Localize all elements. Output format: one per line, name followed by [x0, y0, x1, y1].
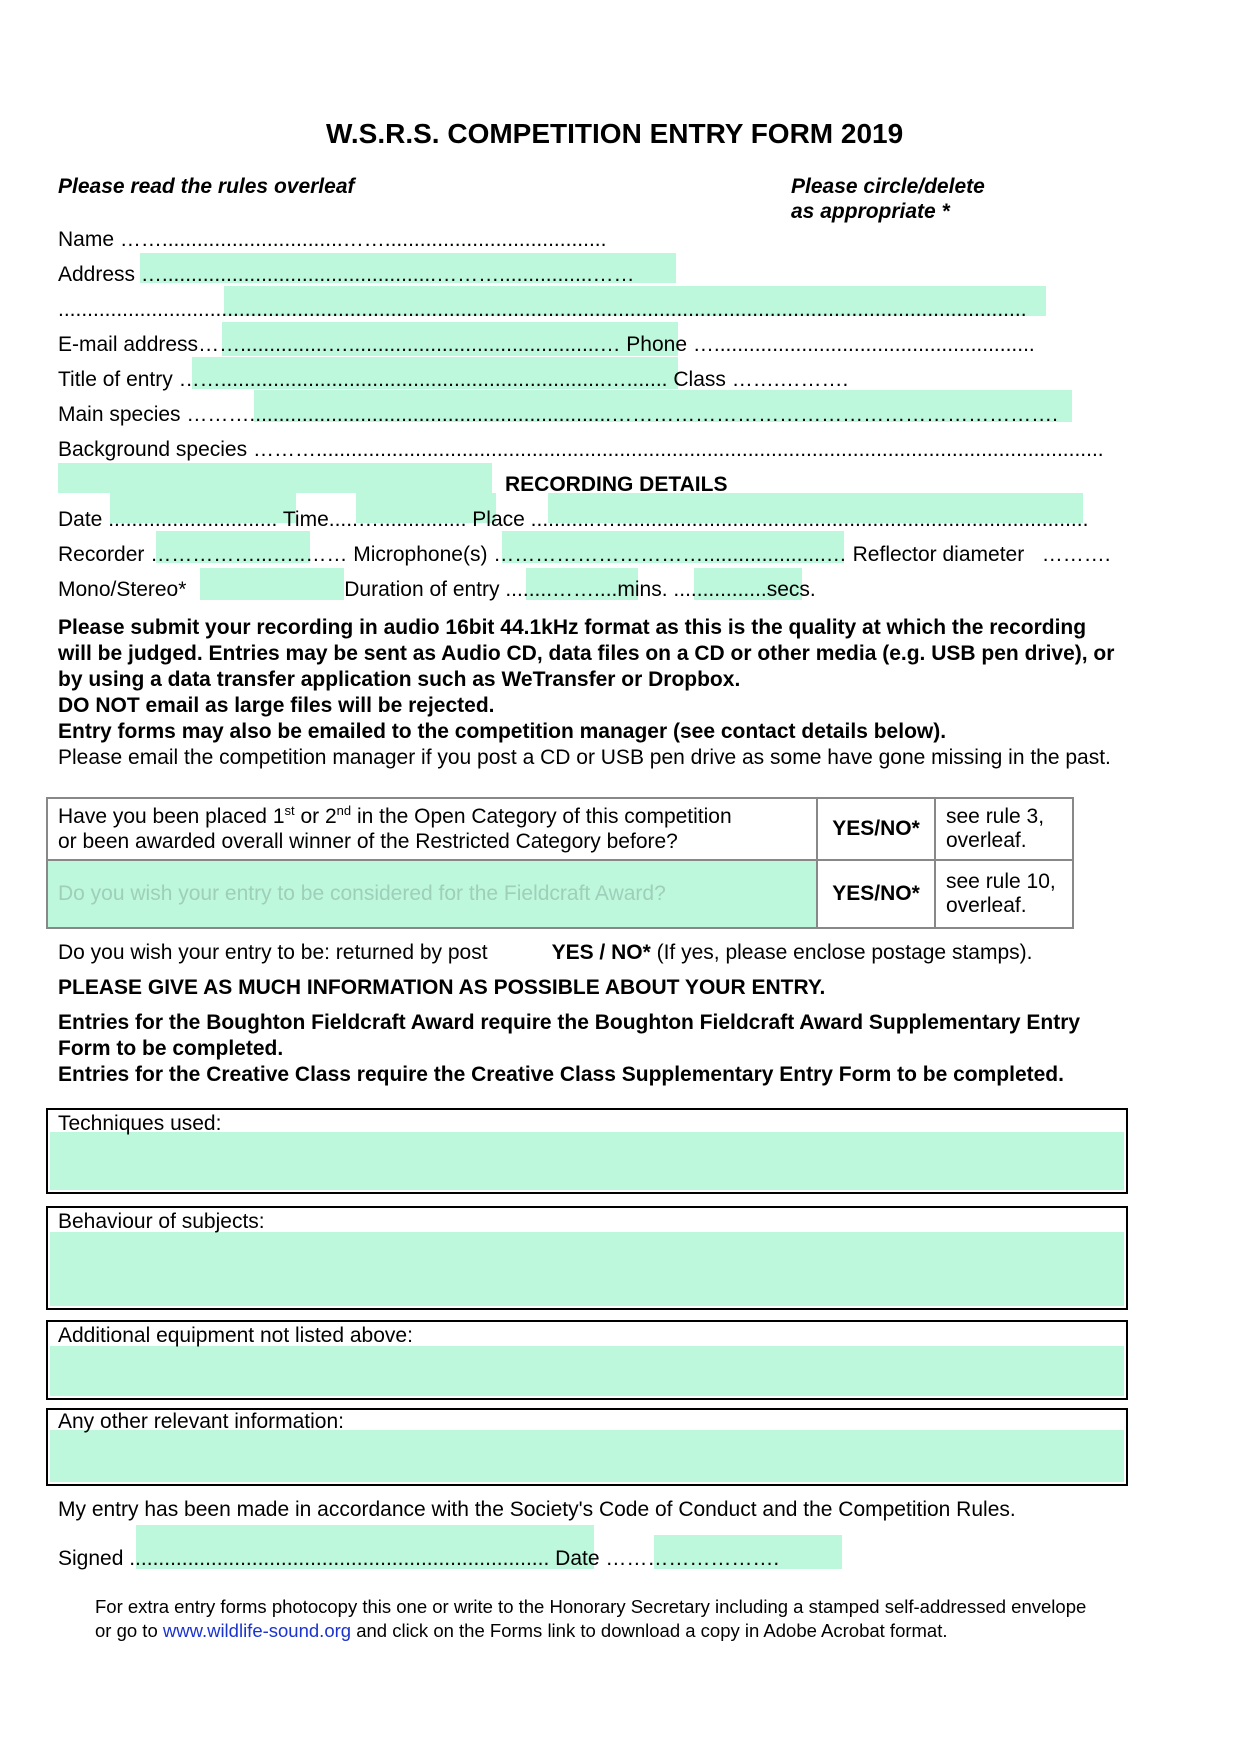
behaviour-box: [46, 1206, 1128, 1310]
fieldcraft-note-1: Entries for the Boughton Fieldcraft Award require the Boughton Fieldcraft Award Supplementary Entry: [58, 1011, 1081, 1034]
address-line2-row: ......................................................................................................................................................................: [58, 298, 1027, 321]
question-2-answer[interactable]: YES/NO*: [817, 860, 935, 928]
circle-note-2: as appropriate *: [791, 200, 950, 223]
phone-label: Phone: [626, 333, 688, 356]
instruction-line-4: DO NOT email as large files will be rejected.: [58, 694, 495, 717]
question-1-note: see rule 3, overleaf.: [935, 798, 1073, 860]
name-label: Name: [58, 228, 115, 251]
question-2-note: see rule 10, overleaf.: [935, 860, 1073, 928]
address-label: Address: [58, 263, 136, 286]
behaviour-field[interactable]: [50, 1232, 1124, 1306]
rules-note: Please read the rules overleaf: [58, 175, 355, 198]
return-answer[interactable]: YES / NO*: [551, 941, 651, 964]
reflector-label: Reflector diameter: [852, 543, 1025, 566]
class-label: Class: [673, 368, 726, 391]
equipment-field[interactable]: [50, 1346, 1124, 1396]
email-label: E-mail address: [58, 333, 199, 356]
mono-duration-row: Mono/Stereo* Duration of entry ........……....mins. ................secs.: [58, 578, 816, 601]
question-row-2: [47, 860, 1073, 928]
equipment-box: [46, 1320, 1128, 1400]
place-label: Place: [472, 508, 525, 531]
instruction-line-3: by using a data transfer application such as WeTransfer or Dropbox.: [58, 668, 741, 691]
question-1-answer[interactable]: YES/NO*: [817, 798, 935, 860]
question-1-text: Have you been placed 1st or 2nd in the Open Category of this competition or been awarded overall winner of the Restricted Category before?: [47, 798, 817, 860]
declaration: My entry has been made in accordance with the Society's Code of Conduct and the Competition Rules.: [58, 1498, 1016, 1521]
questions-table: [46, 797, 1074, 929]
question-row-1: [47, 798, 1073, 860]
title-of-entry-row: Title of entry ……..................................................................…....... Class …….……….: [58, 368, 849, 391]
return-question: Do you wish your entry to be: returned by post: [58, 941, 488, 964]
footer-line-1: For extra entry forms photocopy this one or write to the Honorary Secretary including a stamped self-addressed envelope: [95, 1596, 1087, 1617]
background-species-field[interactable]: [58, 463, 492, 493]
date-label: Date: [58, 508, 103, 531]
other-box: [46, 1408, 1128, 1486]
techniques-box: [46, 1108, 1128, 1194]
main-species-label: Main species: [58, 403, 181, 426]
instruction-line-1: Please submit your recording in audio 16bit 44.1kHz format as this is the quality at which the recording: [58, 616, 1087, 639]
footer-line-2: or go to www.wildlife-sound.org and click on the Forms link to download a copy in Adobe Acrobat format.: [95, 1620, 948, 1641]
instruction-line-5: Entry forms may also be emailed to the competition manager (see contact details below).: [58, 720, 947, 743]
return-note: (If yes, please enclose postage stamps).: [650, 941, 1033, 964]
signed-label: Signed: [58, 1547, 124, 1570]
instruction-line-2: will be judged. Entries may be sent as Audio CD, data files on a CD or other media (e.g. USB pen drive), or: [58, 642, 1115, 665]
other-label: Any other relevant information:: [58, 1410, 344, 1433]
circle-note-1: Please circle/delete: [791, 175, 985, 198]
techniques-label: Techniques used:: [58, 1112, 222, 1135]
signed-row: Signed ........................................................................ Date …………………….: [58, 1547, 780, 1570]
microphones-label: Microphone(s): [353, 543, 488, 566]
sign-date-label: Date: [555, 1547, 600, 1570]
equipment-label: Additional equipment not listed above:: [58, 1324, 413, 1347]
question-2-text[interactable]: Do you wish your entry to be considered for the Fieldcraft Award?: [47, 860, 817, 928]
duration-label: Duration of entry: [344, 578, 500, 601]
behaviour-label: Behaviour of subjects:: [58, 1210, 265, 1233]
other-field[interactable]: [50, 1430, 1124, 1482]
title-of-entry-label: Title of entry: [58, 368, 173, 391]
techniques-field[interactable]: [50, 1132, 1124, 1190]
fieldcraft-note-2: Form to be completed.: [58, 1037, 284, 1060]
instruction-line-6: Please email the competition manager if you post a CD or USB pen drive as some have gone missing in the past.: [58, 746, 1111, 769]
background-species-label: Background species: [58, 438, 248, 461]
address-row: Address …...............................................………................……: [58, 263, 635, 286]
recorder-label: Recorder: [58, 543, 145, 566]
date-time-place-row: Date ............................. Time.....…............... Place ...........….................................................................................: [58, 508, 1089, 531]
creative-note: Entries for the Creative Class require the Creative Class Supplementary Entry Form to be completed.: [58, 1063, 1064, 1086]
info-heading: PLEASE GIVE AS MUCH INFORMATION AS POSSIBLE ABOUT YOUR ENTRY.: [58, 976, 826, 999]
page-title: W.S.R.S. COMPETITION ENTRY FORM 2019: [326, 118, 904, 149]
mono-stereo-label: Mono/Stereo*: [58, 578, 187, 601]
secs-label: secs.: [766, 578, 816, 601]
return-row: [58, 941, 1032, 965]
recorder-row: Recorder ……………...…..…… Microphone(s) ………………………….....................… Reflector diameter ……….: [58, 543, 1111, 566]
mins-label: mins.: [617, 578, 668, 601]
website-link[interactable]: www.wildlife-sound.org: [162, 1620, 352, 1641]
email-row: E-mail address……...............…...........................................… Phone ….......................................................: [58, 333, 1035, 356]
background-species-row: Background species ……….......................................................................................................................................: [58, 438, 1104, 461]
recording-details-heading: RECORDING DETAILS: [505, 473, 728, 496]
main-species-row: Main species ………..............................................................……………………………………………………….: [58, 403, 1058, 426]
name-row: Name ……...............................……......................................: [58, 228, 607, 251]
time-label: Time: [282, 508, 329, 531]
